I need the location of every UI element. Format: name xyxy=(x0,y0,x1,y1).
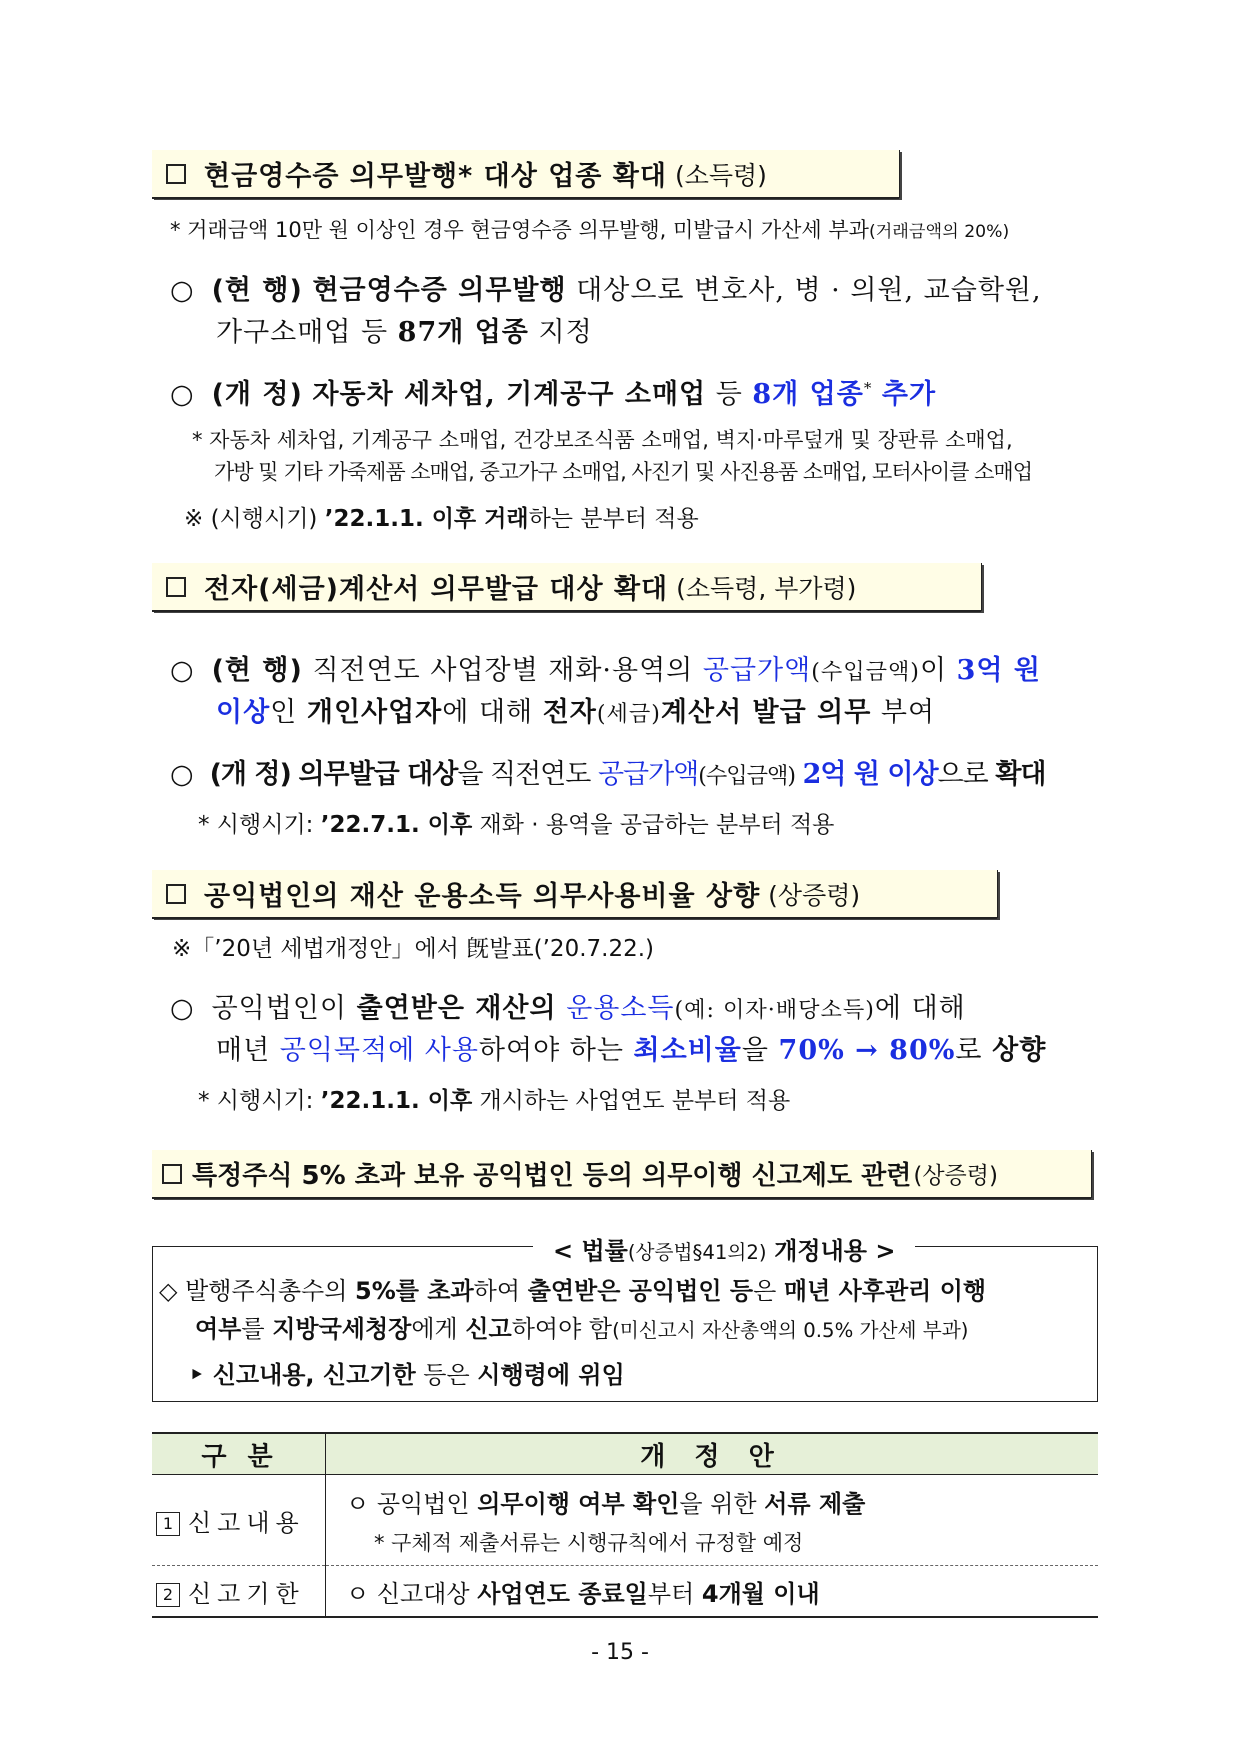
current-rule-1-cont: 가구소매업 등 87개 업종 지정 xyxy=(216,317,593,348)
section-title: 현금영수증 의무발행* 대상 업종 확대 xyxy=(204,161,667,192)
row-content-report-content: ㅇ 공익법인 의무이행 여부 확인을 위한 서류 제출 * 구체적 제출서류는 시행규칙에서 규정할 예정 xyxy=(326,1475,1099,1566)
industry-note-1: * 자동차 세차업, 기계공구 소매업, 건강보조식품 소매업, 벽지·마루덮개 및 장판류 소매업, xyxy=(192,428,1013,452)
current-rule-1: ○ (현 행) 현금영수증 의무발행 대상으로 변호사, 병 · 의원, 교습학원, xyxy=(170,275,1042,306)
law-line-1: ◇ 발행주식총수의 5%를 초과하여 출연받은 공익법인 등은 매년 사후관리 이행 xyxy=(159,1277,987,1305)
checkbox-icon xyxy=(166,884,186,904)
circle-bullet-icon: ○ xyxy=(170,655,195,686)
effective-date-3: * 시행시기: ’22.1.1. 이후 개시하는 사업연도 분부터 적용 xyxy=(198,1088,791,1114)
revision-table xyxy=(152,1432,1098,1618)
checkbox-icon xyxy=(166,164,186,184)
announcement-ref: ※「’20년 세법개정안」에서 旣발표(’20.7.22.) xyxy=(172,936,655,962)
table-header-row xyxy=(152,1433,1098,1475)
revision-rule-1: ○ (개 정) 자동차 세차업, 기계공구 소매업 등 8개 업종* 추가 xyxy=(170,379,937,410)
section-header-cash-receipt xyxy=(152,150,900,198)
row-label-report-content: 1 신고내용 xyxy=(152,1475,326,1566)
table-row xyxy=(152,1475,1098,1566)
row-number: 2 xyxy=(156,1583,180,1607)
public-interest-rule-cont: 매년 공익목적에 사용하여야 하는 최소비율을 70% → 80%로 상향 xyxy=(216,1035,1047,1066)
checkbox-icon xyxy=(166,577,186,597)
table-row xyxy=(152,1566,1098,1618)
section-title: 전자(세금)계산서 의무발급 대상 확대 xyxy=(204,574,669,605)
public-interest-rule: ○ 공익법인이 출연받은 재산의 운용소득(예: 이자·배당소득)에 대해 xyxy=(170,993,966,1024)
section-header-reporting xyxy=(152,1150,1092,1198)
footnote: * 거래금액 10만 원 이상인 경우 현금영수증 의무발행, 미발급시 가산세 부과(거래금액의 20%) xyxy=(170,218,1010,242)
section-header-public-interest xyxy=(152,870,998,918)
section-suffix: (상증령) xyxy=(913,1163,998,1189)
industry-note-2: 가방 및 기타 가죽제품 소매업, 중고가구 소매업, 사진기 및 사진용품 소매업, 모터사이클 소매업 xyxy=(214,460,1032,484)
effective-date-2: * 시행시기: ’22.7.1. 이후 재화 · 용역을 공급하는 분부터 적용 xyxy=(198,812,835,838)
section-title: 공익법인의 재산 운용소득 의무사용비율 상향 xyxy=(204,881,761,912)
law-line-2: 여부를 지방국세청장에게 신고하여야 함(미신고시 자산총액의 0.5% 가산세 부과) xyxy=(195,1315,969,1343)
section-suffix: (소득령) xyxy=(674,160,767,190)
circle-bullet-icon: ○ xyxy=(170,993,195,1024)
current-rule-2-cont: 이상인 개인사업자에 대해 전자(세금)계산서 발급 의무 부여 xyxy=(216,697,936,728)
row-number: 1 xyxy=(156,1512,180,1536)
row-content-deadline: ㅇ 신고대상 사업연도 종료일부터 4개월 이내 xyxy=(326,1566,1099,1618)
circle-bullet-icon: ○ xyxy=(170,275,195,306)
section-title: 특정주식 5% 초과 보유 공익법인 등의 의무이행 신고제도 관련 xyxy=(192,1161,912,1191)
checkbox-icon xyxy=(162,1164,182,1184)
page-number: - 15 - xyxy=(591,1640,649,1665)
circle-bullet-icon: ○ xyxy=(170,379,195,410)
section-suffix: (상증령) xyxy=(768,880,861,910)
effective-date-1: ※ (시행시기) ’22.1.1. 이후 거래하는 분부터 적용 xyxy=(184,506,699,532)
law-box-title: < 법률(상증법§41의2) 개정내용 > xyxy=(533,1231,915,1266)
law-amendment-box xyxy=(152,1237,1098,1402)
section-header-e-invoice xyxy=(152,563,982,611)
section-suffix: (소득령, 부가령) xyxy=(676,573,857,603)
current-rule-2: ○ (현 행) 직전연도 사업장별 재화·용역의 공급가액(수입금액)이 3억 원 xyxy=(170,655,1041,686)
circle-bullet-icon: ○ xyxy=(170,759,193,790)
row-note: * 구체적 제출서류는 시행규칙에서 규정할 예정 xyxy=(374,1530,804,1555)
revision-rule-2: ○ (개 정) 의무발급 대상을 직전연도 공급가액(수입금액) 2억 원 이상으로 확대 xyxy=(170,759,1046,790)
law-line-3: ‣ 신고내용, 신고기한 등은 시행령에 위임 xyxy=(189,1361,625,1389)
header-category: 구 분 xyxy=(152,1433,326,1475)
row-label-deadline: 2 신고기한 xyxy=(152,1566,326,1618)
header-revision: 개 정 안 xyxy=(326,1433,1099,1475)
